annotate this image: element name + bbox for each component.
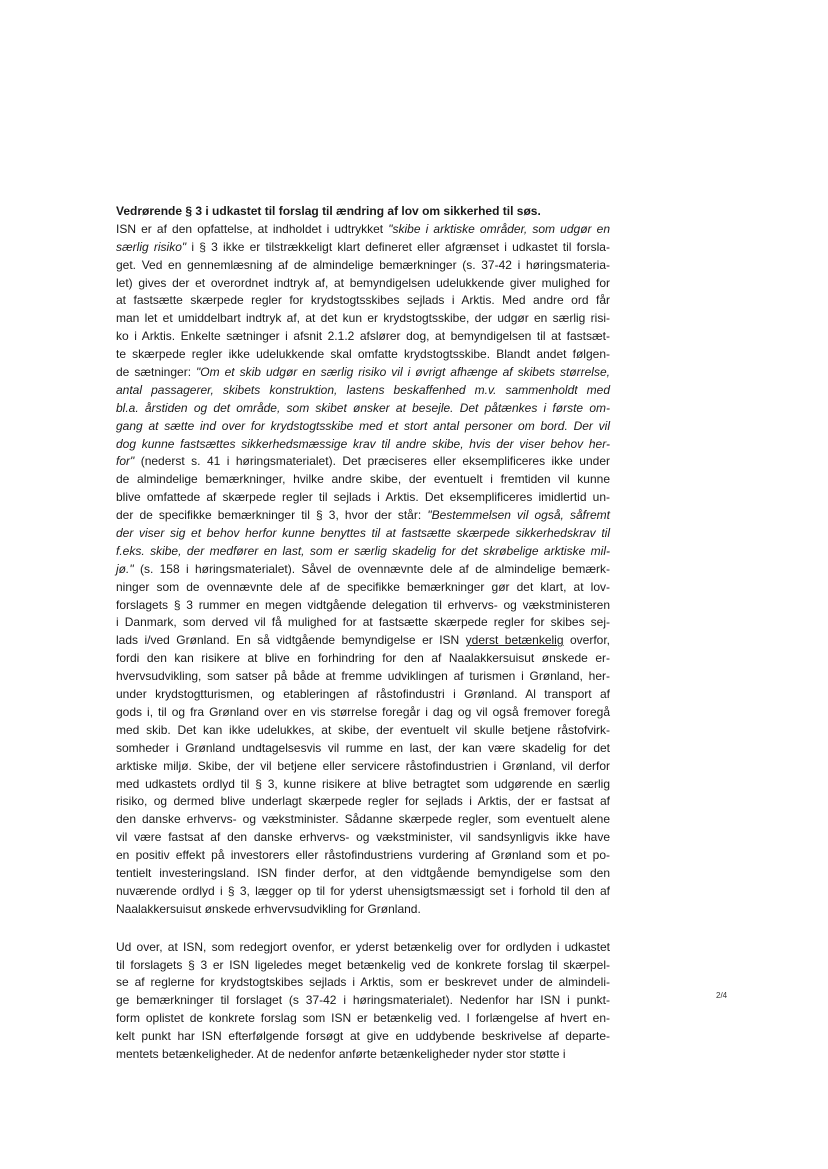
text-segment: en positiv effekt på investorers eller råstofindustriens vurdering af Grønland som et po- [116, 848, 610, 863]
quoted-text: gang at sætte ind over for krydstogtsskibe med et stort antal personer om bord. Der vil [116, 418, 610, 433]
text-segment: risiko, og dermed blive underlagt skærpede regler for sejlads i Arktis, der er fastsat af [116, 794, 610, 809]
text-line [116, 614, 610, 632]
paragraph-gap [116, 919, 610, 939]
text-segment: mentets betænkeligheder. At de nedenfor anførte betænkeligheder nyder stor støtte i [116, 1046, 566, 1061]
text-segment: nuværende ordlyd i § 3, lægger op til for yderst uhensigtsmæssigt set i forhold til den af [116, 883, 610, 898]
text-segment: i Danmark, som derved vil få mulighed for at fastsætte skærpede regler for skibes sej- [116, 615, 610, 630]
text-segment: med skib. Det kan ikke udelukkes, at skibe, der eventuelt vil skulle betjene råstofvirk- [116, 722, 610, 737]
text-line [116, 257, 610, 275]
text-line [116, 400, 610, 418]
text-line [116, 436, 610, 454]
text-line [116, 239, 610, 257]
quoted-text: f.eks. skibe, der medfører en last, som er særlig skadelig for det skrøbelige arktiske mil- [116, 543, 610, 558]
text-line [116, 364, 610, 382]
paragraph-1 [116, 203, 610, 919]
text-line [116, 722, 610, 740]
text-line [116, 328, 610, 346]
text-segment: ge bemærkninger til forslaget (s 37-42 i høringsmaterialet). Nedenfor har ISN i punkt- [116, 993, 610, 1008]
text-segment: ISN er af den opfattelse, at indholdet i udtrykket [116, 221, 389, 236]
text-line [116, 292, 610, 310]
text-segment: let) gives der et overordnet indtryk af, at bemyndigelsen udelukkende giver mulighed for [116, 275, 610, 290]
text-line [116, 992, 610, 1010]
quoted-text: jø." [116, 561, 134, 576]
text-line [116, 543, 610, 561]
text-line [116, 776, 610, 794]
text-segment: overfor, [563, 633, 611, 648]
quoted-text: der viser sig et behov herfor kunne benyttes til at fastsætte skærpede sikkerhedskrav til [116, 526, 610, 541]
text-line [116, 650, 610, 668]
text-segment: under krydstogtturismen, og etableringen af råstofindustri i Grønland. Al transport af [116, 687, 610, 702]
text-line [116, 632, 610, 650]
text-line [116, 471, 610, 489]
text-line [116, 418, 610, 436]
body-text [116, 203, 610, 1064]
text-line [116, 758, 610, 776]
text-line [116, 811, 610, 829]
text-segment: lads i/ved Grønland. En så vidtgående bemyndigelse er ISN [116, 633, 466, 648]
text-line [116, 704, 610, 722]
text-segment: at fastsætte skærpede regler for krydstogtsskibes sejlads i Arktis. Med andre ord får [116, 293, 610, 308]
text-segment: te skærpede regler ikke udelukkende skal omfatte krydstogtsskibe. Blandt andet følgen- [116, 347, 610, 362]
text-segment: den danske erhvervs- og vækstminister. Sådanne skærpede regler, som eventuelt alene [116, 812, 610, 827]
text-segment: Ud over, at ISN, som redegjort ovenfor, er yderst betænkelig over for ordlyden i udkastet [116, 939, 610, 954]
text-segment: de sætninger: [116, 365, 197, 380]
text-line [116, 453, 610, 471]
section-heading [116, 203, 610, 221]
text-line [116, 793, 610, 811]
text-segment: i § 3 ikke er tilstrækkeligt klart defineret eller afgrænset i udkastet til forsla- [186, 239, 610, 254]
page-number: 2/4 [716, 991, 728, 1000]
text-segment: (s. 158 i høringsmaterialet). Såvel de ovennævnte dele af de almindelige bemærk- [133, 561, 610, 576]
text-segment: Naalakkersuisut ønskede erhvervsudvikling for Grønland. [116, 901, 421, 916]
text-segment: form oplistet de konkrete forslag som ISN er betænkelig ved. I forlængelse af hvert en- [116, 1011, 610, 1026]
text-segment: se af reglerne for krydstogtskibes sejlads i Arktis, som er beskrevet under de almindeli- [116, 975, 610, 990]
text-line [116, 1046, 610, 1064]
text-line [116, 310, 610, 328]
text-line [116, 740, 610, 758]
text-segment: kelt punkt har ISN efterfølgende forsøgt at give en uddybende beskrivelse af departe- [116, 1029, 610, 1044]
quoted-text: særlig risiko" [116, 239, 187, 254]
text-line [116, 847, 610, 865]
text-line [116, 597, 610, 615]
text-segment: Vedrørende § 3 i udkastet til forslag til ændring af lov om sikkerhed til søs. [116, 204, 541, 218]
text-segment: med udkastets ordlyd til § 3, kunne risikere at blive betragtet som udgørende en særlig [116, 776, 610, 791]
text-segment: forslagets § 3 rummer en megen vidtgående delegation til erhvervs- og vækstministeren [116, 597, 610, 612]
text-segment: man let et umiddelbart indtryk af, at det kun er krydstogtsskibe, der udgør en særlig risi- [116, 311, 610, 326]
quoted-text: dog kunne fastsættes sikkerhedsmæssige krav til andre skibe, hvis der viser behov her- [116, 436, 610, 451]
text-line [116, 346, 610, 364]
text-line [116, 489, 610, 507]
text-line [116, 1028, 610, 1046]
text-segment: til forslagets § 3 er ISN ligeledes meget betænkelig ved de konkrete forslag til skærpel- [116, 957, 610, 972]
quoted-text: "Om et skib udgør en særlig risiko vil i øvrigt afhænge af skibets størrelse, [196, 365, 610, 380]
text-segment: (nederst s. 41 i høringsmaterialet). Det præciseres eller eksemplificeres ikke under [134, 454, 610, 469]
text-line [116, 686, 610, 704]
text-line [116, 507, 610, 525]
text-segment: de almindelige bemærkninger, hvilke andre skibe, der eventuelt i fremtiden vil kunne [116, 472, 610, 487]
text-segment: hvervsudvikling, som satser på både at fremme udviklingen af turismen i Grønland, her- [116, 669, 610, 684]
text-line [116, 382, 610, 400]
text-line [116, 275, 610, 293]
text-segment: get. Ved en gennemlæsning af de almindelige bemærkninger (s. 37-42 i høringsmateria- [116, 257, 610, 272]
text-line [116, 525, 610, 543]
text-segment: tentielt investeringsland. ISN finder derfor, at den vidtgående bemyndigelse som den [116, 865, 610, 880]
text-line [116, 668, 610, 686]
text-segment: ko i Arktis. Enkelte sætninger i afsnit 2.1.2 afslører dog, at bemyndigelsen til at fastsæt- [116, 329, 610, 344]
quoted-text: antal passagerer, skibets konstruktion, lastens beskaffenhed m.v. sammenholdt med [116, 382, 610, 397]
quoted-text: "Bestemmelsen vil også, såfremt [427, 508, 610, 523]
text-line [116, 939, 610, 957]
text-line [116, 561, 610, 579]
text-segment: fordi den kan risikere at blive en forhindring for den af Naalakkersuisut ønskede er- [116, 651, 610, 666]
text-segment: ninger som de ovennævnte dele af de specifikke bemærkninger gør det klart, at lov- [116, 579, 610, 594]
text-line [116, 883, 610, 901]
quoted-text: bl.a. årstiden og det område, som skibet ønsker at besejle. Det påtænkes i første om- [116, 400, 610, 415]
text-segment: der de specifikke bemærkninger til § 3, hvor der står: [116, 508, 428, 523]
text-line [116, 957, 610, 975]
text-segment: somheder i Grønland undtagelsesvis vil rumme en last, der kan være skadelig for det [116, 740, 610, 755]
quoted-text: for" [116, 454, 135, 469]
text-line [116, 221, 610, 239]
text-line [116, 974, 610, 992]
quoted-text: "skibe i arktiske områder, som udgør en [388, 221, 610, 236]
text-segment: gods i, til og fra Grønland over en vis størrelse foregår i dag og vil også fremover foregå [116, 704, 610, 719]
text-line [116, 579, 610, 597]
text-segment: blive omfattede af skærpede regler til sejlads i Arktis. Det eksemplificeres imidlertid un- [116, 490, 610, 505]
text-line [116, 1010, 610, 1028]
text-line [116, 901, 610, 919]
text-segment: vil være fastsat af den danske erhvervs- og vækstminister, vil sandsynligvis ikke have [116, 830, 610, 845]
paragraph-2 [116, 939, 610, 1064]
text-line [116, 865, 610, 883]
text-segment: arktiske miljø. Skibe, der vil betjene eller servicere råstofindustrien i Grønland, vil derfor [116, 758, 610, 773]
text-line [116, 829, 610, 847]
underlined-text: yderst betænkelig [465, 633, 564, 648]
